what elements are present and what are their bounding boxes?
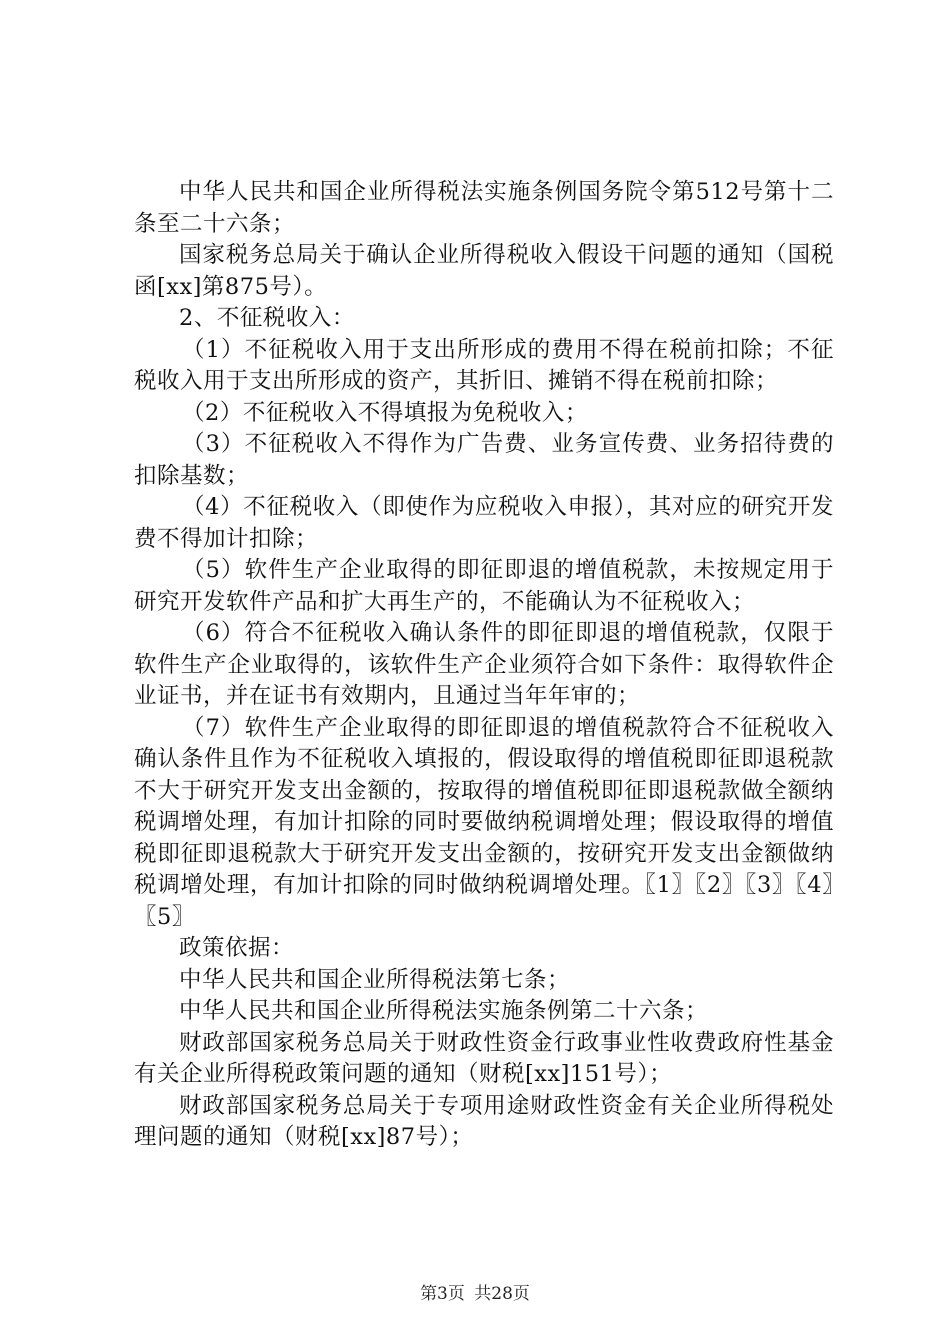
page-footer: [0, 1283, 950, 1305]
paragraph: （5）软件生产企业取得的即征即退的增值税款，未按规定用于研究开发软件产品和扩大再生产的，不能确认为不征税收入；: [134, 557, 834, 615]
paragraph: 国家税务总局关于确认企业所得税收入假设干问题的通知（国税函[xx]第875号）。: [134, 242, 834, 300]
paragraph: （6）符合不征税收入确认条件的即征即退的增值税款，仅限于软件生产企业取得的，该软件生产企业须符合如下条件：取得软件企业证书，并在证书有效期内，且通过当年年审的；: [134, 620, 834, 709]
paragraph: （7）软件生产企业取得的即征即退的增值税款符合不征税收入确认条件且作为不征税收入填报的，假设取得的增值税即征即退税款不大于研究开发支出金额的，按取得的增值税即征即退税款做全额纳税调增处理，有加计扣除的同时要做纳税调增处理；假设取得的增值税即征即退税款大于研究开发支出金额的，按研究开发支出金额做纳税调增处理，有加计扣除的同时做纳税调增处理。〖1〗〖2〗〖3〗〖4〗〖5〗: [134, 714, 834, 930]
paragraph: （2）不征税收入不得填报为免税收入；: [182, 399, 588, 426]
paragraph: 中华人民共和国企业所得税法实施条例国务院令第512号第十二条至二十六条；: [134, 179, 834, 237]
section-heading: 2、不征税收入：: [179, 305, 355, 331]
paragraph: （3）不征税收入不得作为广告费、业务宣传费、业务招待费的扣除基数；: [134, 431, 834, 489]
document-body: [134, 177, 834, 1154]
paragraph: （1）不征税收入用于支出所形成的费用不得在税前扣除；不征税收入用于支出所形成的资产，其折旧、摊销不得在税前扣除；: [134, 336, 834, 394]
paragraph: 财政部国家税务总局关于专项用途财政性资金有关企业所得税处理问题的通知（财税[xx]87号）；: [134, 1092, 834, 1150]
paragraph: （4）不征税收入（即使作为应税收入申报），其对应的研究开发费不得加计扣除；: [134, 494, 834, 552]
paragraph: 财政部国家税务总局关于财政性资金行政事业性收费政府性基金有关企业所得税政策问题的通知（财税[xx]151号）；: [134, 1029, 834, 1087]
paragraph: 中华人民共和国企业所得税法第七条；: [179, 966, 571, 993]
page-number: 第3页: [420, 1284, 465, 1304]
page-total: 共28页: [474, 1284, 530, 1304]
section-heading: 政策依据：: [179, 935, 295, 961]
paragraph: 中华人民共和国企业所得税法实施条例第二十六条；: [179, 998, 709, 1024]
